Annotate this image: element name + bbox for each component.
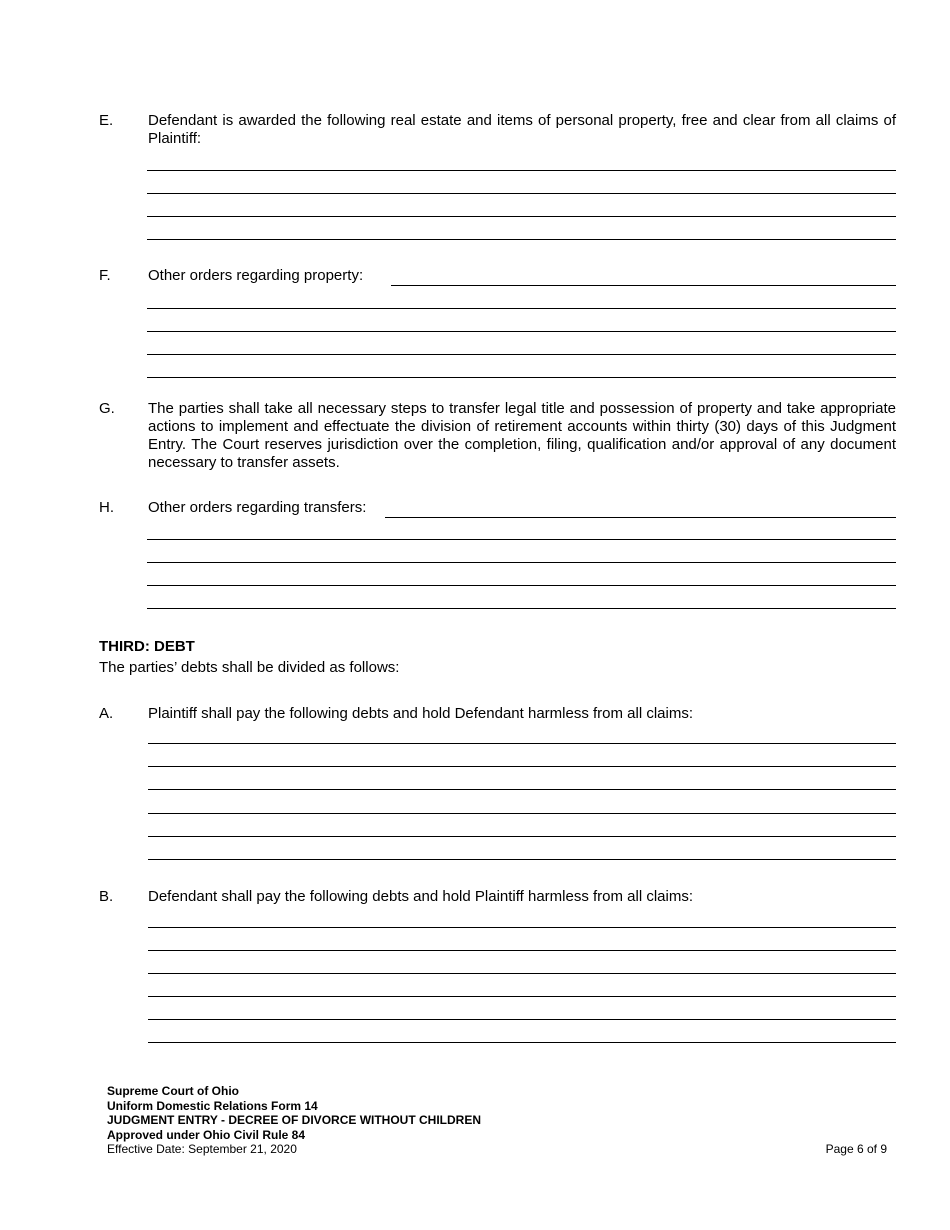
debt-b-letter: B. <box>99 888 114 905</box>
section-f-inline-line[interactable] <box>391 285 896 286</box>
section-h-inline-line[interactable] <box>385 517 896 518</box>
debt-b-text: Defendant shall pay the following debts and hold Plaintiff harmless from all claims: <box>148 888 694 905</box>
section-f-line-2[interactable] <box>147 331 896 332</box>
section-g-letter: G. <box>99 400 115 417</box>
page-number: Page 6 of 9 <box>825 1142 887 1156</box>
footer-approval: Approved under Ohio Civil Rule 84 <box>107 1127 306 1142</box>
section-h-label: Other orders regarding transfers: <box>148 499 367 516</box>
debt-b-line-5[interactable] <box>148 1019 896 1020</box>
third-debt-heading: THIRD: DEBT <box>99 638 195 655</box>
debt-a-line-2[interactable] <box>148 766 896 767</box>
section-h-line-4[interactable] <box>147 608 896 609</box>
form-footer <box>107 1084 481 1157</box>
debt-a-text: Plaintiff shall pay the following debts and hold Defendant harmless from all claims: <box>148 705 694 722</box>
section-f-letter: F. <box>99 267 111 284</box>
section-e-text: Defendant is awarded the following real estate and items of personal property, free and clear from all claims of Plaintiff: <box>148 112 896 147</box>
section-h-line-3[interactable] <box>147 585 896 586</box>
debt-a-line-4[interactable] <box>148 813 896 814</box>
debt-b-line-6[interactable] <box>148 1042 896 1043</box>
section-h-line-1[interactable] <box>147 539 896 540</box>
section-f-line-1[interactable] <box>147 308 896 309</box>
debt-b-line-3[interactable] <box>148 973 896 974</box>
footer-form-number: Uniform Domestic Relations Form 14 <box>107 1098 318 1113</box>
debt-b-line-4[interactable] <box>148 996 896 997</box>
section-e-line-3[interactable] <box>147 216 896 217</box>
section-e-letter: E. <box>99 112 114 129</box>
debt-a-letter: A. <box>99 705 114 722</box>
section-e-line-2[interactable] <box>147 193 896 194</box>
debt-a-line-6[interactable] <box>148 859 896 860</box>
debt-b-line-2[interactable] <box>148 950 896 951</box>
section-h-line-2[interactable] <box>147 562 896 563</box>
section-f-line-3[interactable] <box>147 354 896 355</box>
section-h-letter: H. <box>99 499 114 516</box>
footer-form-title: JUDGMENT ENTRY - DECREE OF DIVORCE WITHOUT CHILDREN <box>107 1113 482 1127</box>
section-e-line-4[interactable] <box>147 239 896 240</box>
debt-a-line-3[interactable] <box>148 789 896 790</box>
footer-effective-date: Effective Date: September 21, 2020 <box>107 1142 297 1156</box>
debt-a-line-5[interactable] <box>148 836 896 837</box>
section-f-label: Other orders regarding property: <box>148 267 364 284</box>
footer-court: Supreme Court of Ohio <box>107 1084 239 1098</box>
debt-b-line-1[interactable] <box>148 927 896 928</box>
section-g-text: The parties shall take all necessary steps to transfer legal title and possession of property and take appropriate actions to implement and effectuate the division of retirement accounts within thirty (30) days of this Judgment Entry. The Court reserves jurisdiction over the completion, filing, qualification and/or approval of any document necessary to transfer assets. <box>148 400 896 471</box>
section-f-line-4[interactable] <box>147 377 896 378</box>
debt-a-line-1[interactable] <box>148 743 896 744</box>
section-e-line-1[interactable] <box>147 170 896 171</box>
third-debt-intro: The parties’ debts shall be divided as follows: <box>99 659 400 676</box>
